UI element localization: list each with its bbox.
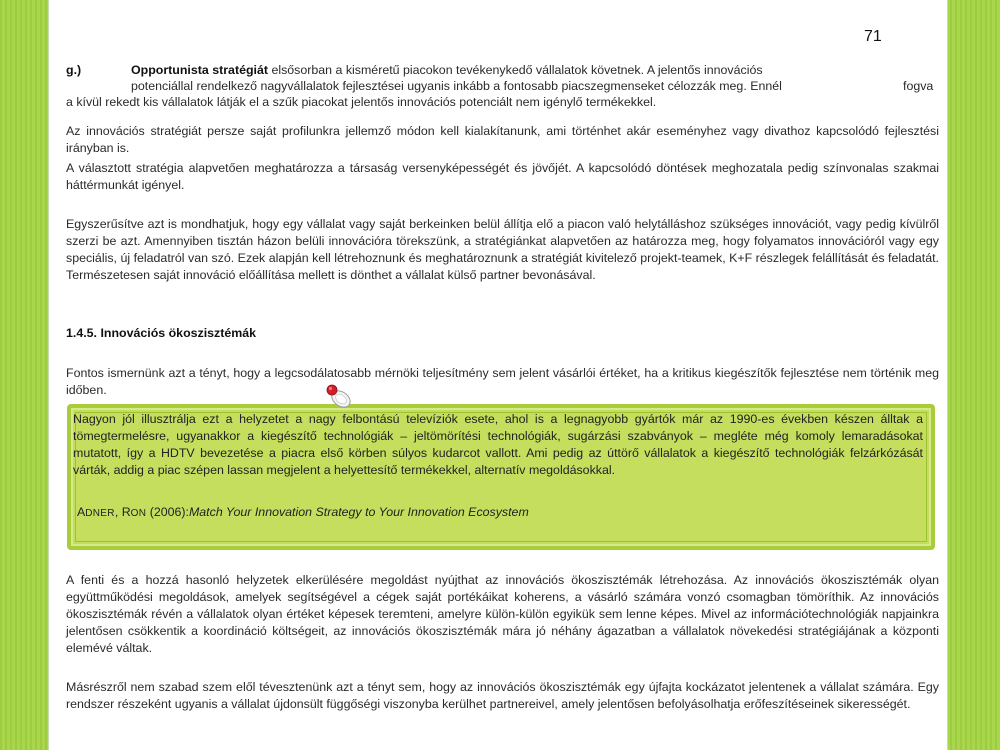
page-number: 71 (864, 28, 882, 45)
cite-title: Match Your Innovation Strategy to Your Innovation Ecosystem (188, 505, 529, 519)
callout-citation (77, 505, 529, 519)
pushpin-icon (325, 383, 355, 416)
paragraph-1: Az innovációs stratégiát persze saját profilunkra jellemző módon kell kialakítanunk, ami történhet akár eseményhez vagy divathoz kapcsolódó fejlesztési irányban is. (66, 124, 939, 155)
paragraph-6: Másrészről nem szabad szem elől tévesztenünk azt a tényt sem, hogy az innovációs ökoszisztémák egy újfajta kockázatot jelentenek a vállalat számára. Egy rendszer részeként ugyanis a vállalat újdonsült függőségi viszonyba kerülhet partnereivel, amely jelentősen befolyásolhatja erőfeszítéseinek sikerességét. (66, 680, 939, 711)
section-g-bold-lead: Opportunista stratégiát (131, 63, 268, 77)
cite-author-rest: DNER (85, 508, 115, 519)
list-label-g: g.) (66, 63, 82, 77)
paragraph-5: A fenti és a hozzá hasonló helyzetek elkerülésére megoldást nyújthat az innovációs ökoszisztémák létrehozása. Az innovációs ökoszisztémák olyan együttműködési megoldások, amelyek segítségével a cégek saját portékáikat koherens, a vásárló számára vonzó csomagban tömöríthik. Az innovációs ökoszisztémák révén a vállalatok olyan értéket képesek teremteni, amelyre külön-külön egyikük sem lenne képes. Mivel az információtechnológiák napjainkra jelentősen csökkentik a koordináció költségeit, az innovációs ökoszisztémák mára jó néhány ágazatban a vállalatok növekedési stratégiájának a központi elemévé váltak. (66, 573, 939, 655)
callout-text: Nagyon jól illusztrálja ezt a helyzetet a nagy felbontású televíziók esete, ahol is a legnagyobb gyártók már az 1990-es években készen álltak a tömegtermelésre, ugyanakkor a kiegészítő technológiák – jeltömörítési technológiák, sugárzási szabványok – megléte még komoly lemaradásokat mutatott, így a HDTV bevezetése a piacra első körben súlyos kudarcot vallott. Ami pedig az úttörő vállalatok a kiegészítő technológiák felzárkózását várták, addig a piac szépen lassan megjelent a helyettesítő termékekkel, alternatív megoldásokkal. (73, 412, 923, 477)
paragraph-4: Fontos ismernünk azt a tényt, hogy a legcsodálatosabb mérnöki teljesítmény sem jelent vásárlói értéket, ha a kritikus kiegészítők fejlesztése nem történik meg időben. (66, 366, 939, 397)
section-g-line3: a kívül rekedt kis vállalatok látják el a szűk piacokat jelentős innovációs potenciált nem igénylő termékekkel. (66, 95, 657, 109)
paragraph-2: A választott stratégia alapvetően meghatározza a társaság versenyképességét és jövőjét. A kapcsolódó döntések meghozatala pedig színvonalas szakmai háttérmunkát igényel. (66, 161, 939, 192)
section-g-line1-rest: elsősorban a kisméretű piacokon tevékenykedő vállalatok követnek. A jelentős innovációs (268, 63, 763, 77)
cite-year: (2006): (146, 505, 189, 519)
section-g-line2-end: fogva (903, 79, 934, 93)
document-page (48, 0, 948, 750)
section-heading: 1.4.5. Innovációs ökoszisztémák (66, 326, 257, 340)
section-g-line1 (131, 62, 921, 79)
cite-author2-rest: ON (130, 508, 147, 519)
section-g-line2: potenciállal rendelkező nagyvállalatok fejlesztései ugyanis inkább a fontosabb piacszegmenseket célozzák meg. Ennél (131, 79, 782, 93)
cite-author-initial: A (77, 505, 86, 519)
paragraph-3: Egyszerűsítve azt is mondhatjuk, hogy egy vállalat vagy saját berkeinken belül állítja elő a piacon való helytálláshoz szükséges innovációt, vagy pedig kívülről szerzi be azt. Amennyiben tisztán házon belüli innovációra törekszünk, a stratégiánkat alapvetően az határozza meg, hogy folyamatos innovációról vagy egy speciális, új feladatról van szó. Ezek alapján kell létrehoznunk és meghatároznunk a stratégiát kivitelező projekt-teamek, K+F részlegek felállítását és feladatát. Természetesen saját innováció előállítása mellett is dönthet a vállalat külső partner bevonásával. (66, 217, 939, 282)
cite-separator: , R (114, 505, 131, 519)
